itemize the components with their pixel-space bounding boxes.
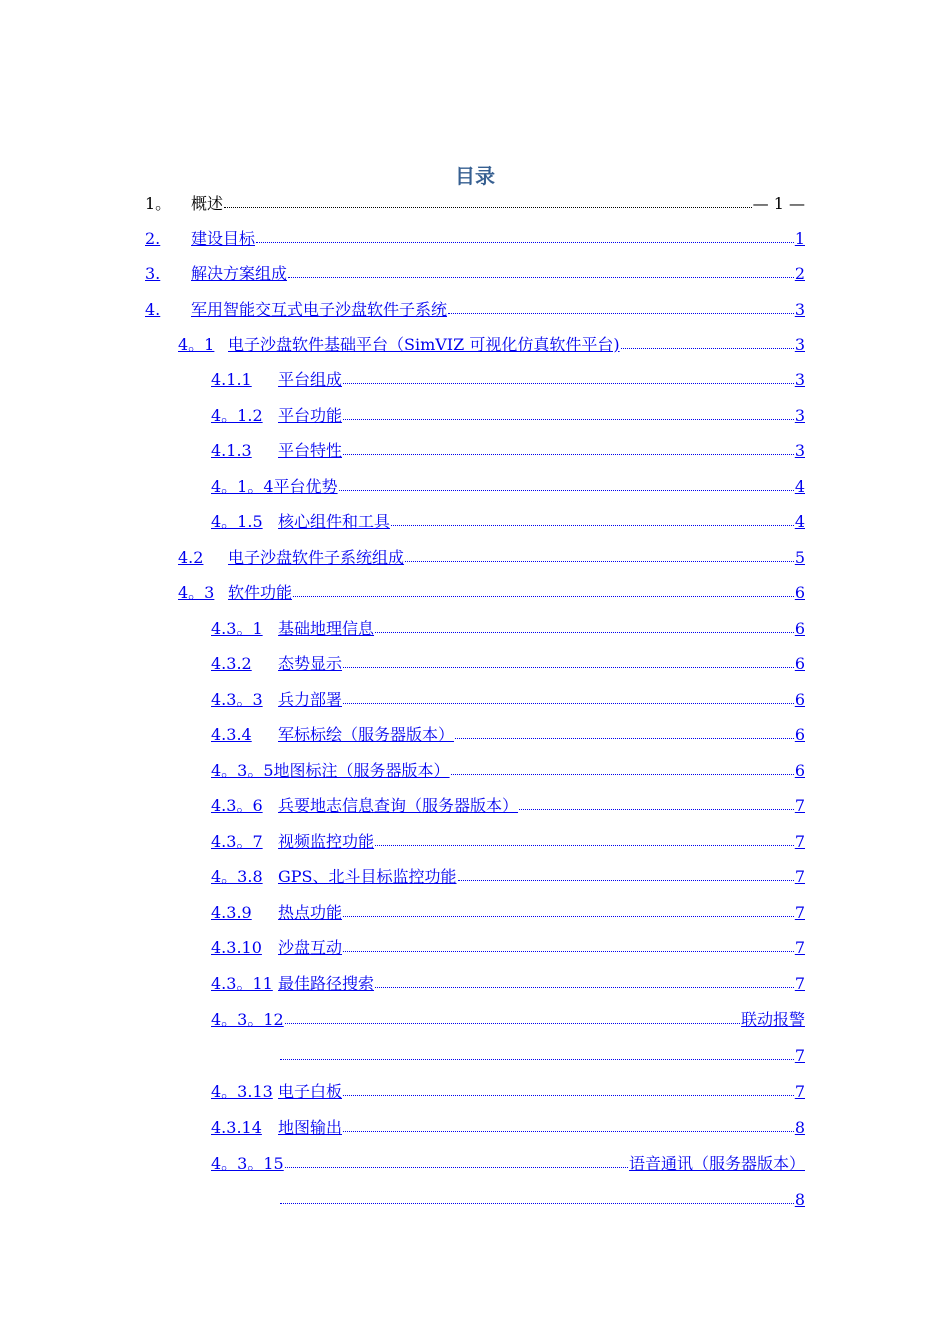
toc-leader [621, 342, 794, 349]
toc-leader [455, 732, 794, 739]
toc-entry-link[interactable] [211, 830, 805, 854]
toc-entry-page: 7 [794, 1082, 805, 1101]
toc-entry-link[interactable] [145, 298, 805, 322]
toc-entry-link[interactable] [211, 901, 805, 925]
toc-entry-page: — 1 — [752, 194, 805, 213]
toc-entry-number: 3. [145, 264, 161, 283]
toc-leader [285, 1017, 740, 1024]
toc-entry-number: 2. [145, 229, 161, 248]
toc-entry-page: 7 [794, 867, 805, 886]
toc-entry-number: 4。3。15 [211, 1154, 284, 1173]
toc-entry-number: 4.3。1 [211, 619, 263, 638]
toc-entry-page: 3 [794, 335, 805, 354]
toc-entry-label: 核心组件和工具 [278, 512, 391, 531]
toc-entry-label: 热点功能 [278, 903, 343, 922]
toc-entry-label: 基础地理信息 [278, 619, 375, 638]
toc-entry-link[interactable] [211, 1116, 805, 1140]
toc-entry-page: 6 [794, 761, 805, 780]
toc-entry-label: 电子白板 [278, 1082, 343, 1101]
toc-entry-number: 4。3。12 [211, 1010, 284, 1029]
toc-entry-number: 4。1。4 [211, 477, 274, 496]
toc-entry-label: 视频监控功能 [278, 832, 375, 851]
toc-leader [519, 803, 794, 810]
toc-entry-label: 沙盘互动 [278, 938, 343, 957]
toc-leader [343, 413, 794, 420]
toc-entry-label: 兵要地志信息查询（服务器版本） [278, 796, 519, 815]
toc-entry-continuation[interactable] [279, 1188, 805, 1212]
toc-entry-number: 4.2 [178, 548, 204, 567]
toc-entry-page: 8 [794, 1118, 805, 1137]
toc-entry-page: 3 [794, 300, 805, 319]
toc-entry-page: 4 [794, 512, 805, 531]
toc-entry-link[interactable] [211, 865, 805, 889]
toc-leader [343, 910, 794, 917]
toc-entry-label: GPS、北斗目标监控功能 [278, 867, 457, 886]
toc-leader [293, 590, 794, 597]
toc-entry-number: 4。3.8 [211, 867, 263, 886]
toc-entry-link[interactable] [211, 404, 805, 428]
toc-entry-page: 7 [794, 903, 805, 922]
toc-entry-label: 电子沙盘软件基础平台（SimVIZ 可视化仿真软件平台) [228, 335, 620, 354]
toc-entry-number: 4。1 [178, 335, 215, 354]
toc-entry-page: 4 [794, 477, 805, 496]
toc-entry-number: 4.3.2 [211, 654, 252, 673]
toc-entry-link[interactable] [211, 723, 805, 747]
toc-entry-link[interactable] [178, 546, 805, 570]
toc-entry-label: 平台优势 [273, 477, 338, 496]
toc-entry-label: 联动报警 [740, 1010, 805, 1029]
toc-entry-continuation[interactable] [279, 1044, 805, 1068]
toc-entry-number: 4。1.2 [211, 406, 263, 425]
toc-entry-number: 4.3。6 [211, 796, 263, 815]
toc-leader [280, 1053, 794, 1060]
toc-entry-page: 7 [794, 1046, 805, 1065]
toc-leader [451, 768, 794, 775]
toc-leader [375, 626, 794, 633]
toc-entry-link[interactable] [211, 794, 805, 818]
toc-leader [224, 201, 752, 208]
toc-entry-number: 4.3。3 [211, 690, 263, 709]
toc-entry-label: 电子沙盘软件子系统组成 [228, 548, 405, 567]
toc-entry-page: 7 [794, 796, 805, 815]
toc-entry-link[interactable] [211, 936, 805, 960]
toc-entry-page: 6 [794, 690, 805, 709]
toc-entry-link[interactable] [145, 227, 805, 251]
toc-leader [375, 981, 794, 988]
toc-entry-label: 建设目标 [191, 229, 256, 248]
toc-leader [343, 377, 794, 384]
toc-leader [288, 271, 794, 278]
toc-entry-number: 4。3 [178, 583, 215, 602]
toc-entry-link[interactable] [211, 759, 805, 783]
toc-entry-link[interactable] [211, 439, 805, 463]
toc-leader [405, 555, 794, 562]
toc-entry-link[interactable] [211, 368, 805, 392]
toc-entry-link[interactable] [211, 617, 805, 641]
toc-entry-link[interactable] [211, 652, 805, 676]
toc-entry-number: 4.3.14 [211, 1118, 262, 1137]
toc-entry-page: 6 [794, 619, 805, 638]
toc-entry-link[interactable] [211, 510, 805, 534]
toc-entry-number: 4。3.13 [211, 1082, 273, 1101]
toc-entry-label: 态势显示 [278, 654, 343, 673]
toc-leader [343, 661, 794, 668]
toc-entry-label: 兵力部署 [278, 690, 343, 709]
toc-title: 目录 [455, 164, 495, 188]
toc-leader [343, 1089, 794, 1096]
toc-entry-link[interactable] [211, 972, 805, 996]
toc-entry-page: 1 [794, 229, 805, 248]
toc-entry-label: 解决方案组成 [191, 264, 288, 283]
toc-entry-page: 3 [794, 406, 805, 425]
toc-entry-page: 7 [794, 938, 805, 957]
toc-entry-label: 平台特性 [278, 441, 343, 460]
toc-entry-number: 4.1.3 [211, 441, 252, 460]
toc-entry-number: 4.3。11 [211, 974, 273, 993]
toc-leader [256, 236, 794, 243]
toc-entry-page: 5 [794, 548, 805, 567]
toc-entry [145, 192, 805, 216]
toc-entry-number: 4. [145, 300, 161, 319]
toc-leader [285, 1161, 628, 1168]
toc-entry-number: 4。3。5 [211, 761, 274, 780]
toc-entry-link[interactable] [211, 688, 805, 712]
toc-entry-label: 地图标注（服务器版本） [273, 761, 450, 780]
toc-entry-number: 4.1.1 [211, 370, 252, 389]
toc-entry-page: 6 [794, 654, 805, 673]
toc-entry-page: 7 [794, 974, 805, 993]
toc-entry-label: 软件功能 [228, 583, 293, 602]
toc-leader [458, 874, 794, 881]
toc-entry-number: 4.3.4 [211, 725, 252, 744]
toc-entry-page: 6 [794, 725, 805, 744]
toc-entry-page: 2 [794, 264, 805, 283]
toc-entry-label: 最佳路径搜索 [278, 974, 375, 993]
toc-entry-label: 语音通讯（服务器版本） [628, 1154, 805, 1173]
toc-entry-link[interactable] [211, 1080, 805, 1104]
toc-entry-link[interactable] [211, 475, 805, 499]
toc-entry-link[interactable] [211, 1152, 805, 1176]
toc-entry-label: 平台功能 [278, 406, 343, 425]
toc-entry-number: 4.3。7 [211, 832, 263, 851]
toc-entry-page: 3 [794, 370, 805, 389]
toc-leader [343, 1125, 794, 1132]
toc-entry-label: 平台组成 [278, 370, 343, 389]
toc-entry-link[interactable] [178, 581, 805, 605]
toc-entry-link[interactable] [178, 333, 805, 357]
toc-entry-link[interactable] [211, 1008, 805, 1032]
toc-leader [343, 448, 794, 455]
toc-entry-label: 军标标绘（服务器版本） [278, 725, 455, 744]
toc-entry-label: 概述 [191, 194, 224, 213]
toc-entry-page: 3 [794, 441, 805, 460]
toc-entry-link[interactable] [145, 262, 805, 286]
toc-entry-number: 4.3.10 [211, 938, 262, 957]
toc-leader [448, 307, 794, 314]
toc-leader [375, 839, 794, 846]
toc-entry-number: 1。 [145, 194, 172, 213]
toc-leader [280, 1197, 794, 1204]
toc-entry-page: 7 [794, 832, 805, 851]
toc-leader [343, 697, 794, 704]
toc-entry-number: 4.3.9 [211, 903, 252, 922]
toc-entry-number: 4。1.5 [211, 512, 263, 531]
toc-entry-page: 6 [794, 583, 805, 602]
toc-leader [339, 484, 794, 491]
toc-leader [343, 945, 794, 952]
toc-leader [391, 519, 794, 526]
toc-entry-label: 地图输出 [278, 1118, 343, 1137]
toc-entry-page: 8 [794, 1190, 805, 1209]
toc-entry-label: 军用智能交互式电子沙盘软件子系统 [191, 300, 448, 319]
